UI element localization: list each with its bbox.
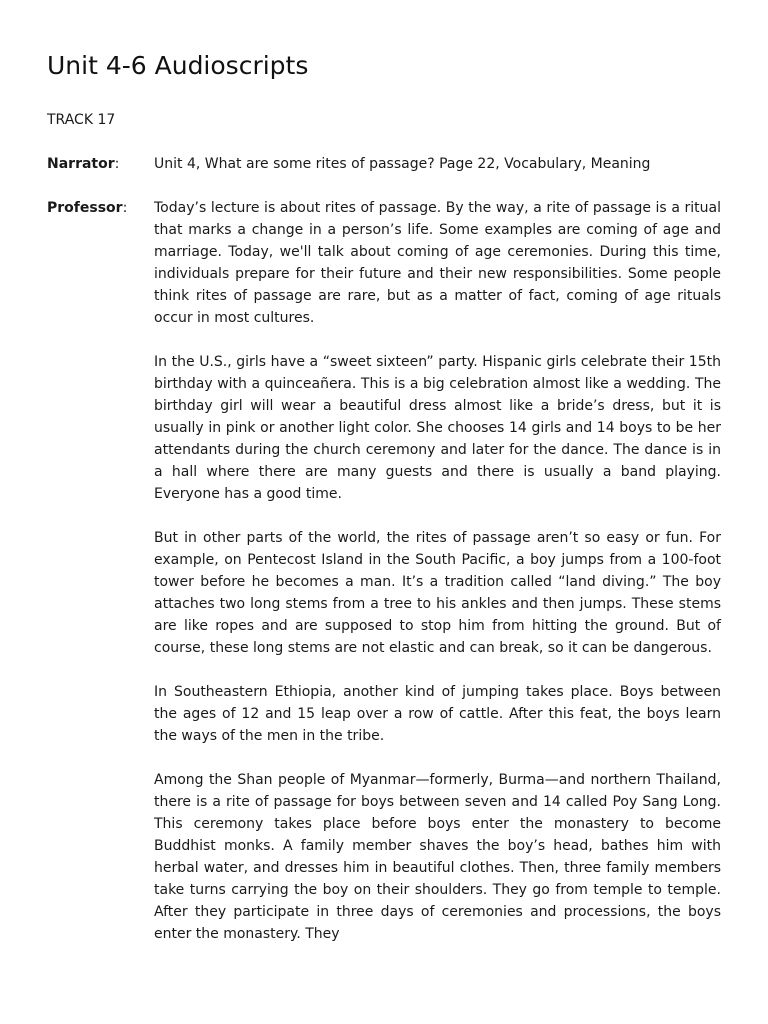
paragraph-land-diving: But in other parts of the world, the rites of passage aren’t so easy or fun. For example, on Pentecost Island in the South Pacific, a boy jumps from a 100-foot tower before he becomes a man. It’s a tradition called “land diving.” The boy attaches two long stems from a tree to his ankles and then jumps. These stems are like ropes and are supposed to stop him from hitting the ground. But of course, these long stems are not elastic and can break, so it can be dangerous. (154, 530, 721, 656)
document-title: Unit 4-6 Audioscripts (47, 51, 309, 80)
track-label: TRACK 17 (47, 112, 116, 128)
professor-name: Professor (47, 200, 123, 216)
paragraph-rites-definition: Today’s lecture is about rites of passage. By the way, a rite of passage is a ritual that marks a change in a person’s life. Some examples are coming of age and marriage. Today, we'll talk about coming of age ceremonies. During this time, individuals prepare for their future and their new responsibilities. Some people think rites of passage are rare, but as a matter of fact, coming of age rituals occur in most cultures. (154, 200, 721, 326)
paragraph-quinceanera: In the U.S., girls have a “sweet sixteen” party. Hispanic girls celebrate their 15th birthday with a quinceañera. This is a big celebration almost like a wedding. The birthday girl will wear a beautiful dress almost like a bride’s dress, but it is usually in pink or another light color. She chooses 14 girls and 14 boys to be her attendants during the church ceremony and later for the dance. The dance is in a hall where there are many guests and there is usually a band playing. Everyone has a good time. (154, 354, 721, 502)
professor-speaker (47, 197, 127, 219)
professor-speech (154, 197, 721, 967)
paragraph-poy-sang-long: Among the Shan people of Myanmar—formerly, Burma—and northern Thailand, there is a rite of passage for boys between seven and 14 called Poy Sang Long. This ceremony takes place before boys enter the monastery to become Buddhist monks. A family member shaves the boy’s head, bathes him with herbal water, and dresses him in beautiful clothes. Then, three family members take turns carrying the boy on their shoulders. They go from temple to temple. After they participate in three days of ceremonies and processions, the boys enter the monastery. They (154, 772, 721, 942)
narrator-colon: : (114, 156, 120, 172)
professor-colon: : (122, 200, 128, 216)
narrator-speaker (47, 153, 119, 175)
paragraph-ethiopia: In Southeastern Ethiopia, another kind of jumping takes place. Boys between the ages of 12 and 15 leap over a row of cattle. After this feat, the boys learn the ways of the men in the tribe. (154, 684, 721, 744)
narrator-name: Narrator (47, 156, 115, 172)
narrator-line: Unit 4, What are some rites of passage? Page 22, Vocabulary, Meaning (154, 156, 651, 172)
